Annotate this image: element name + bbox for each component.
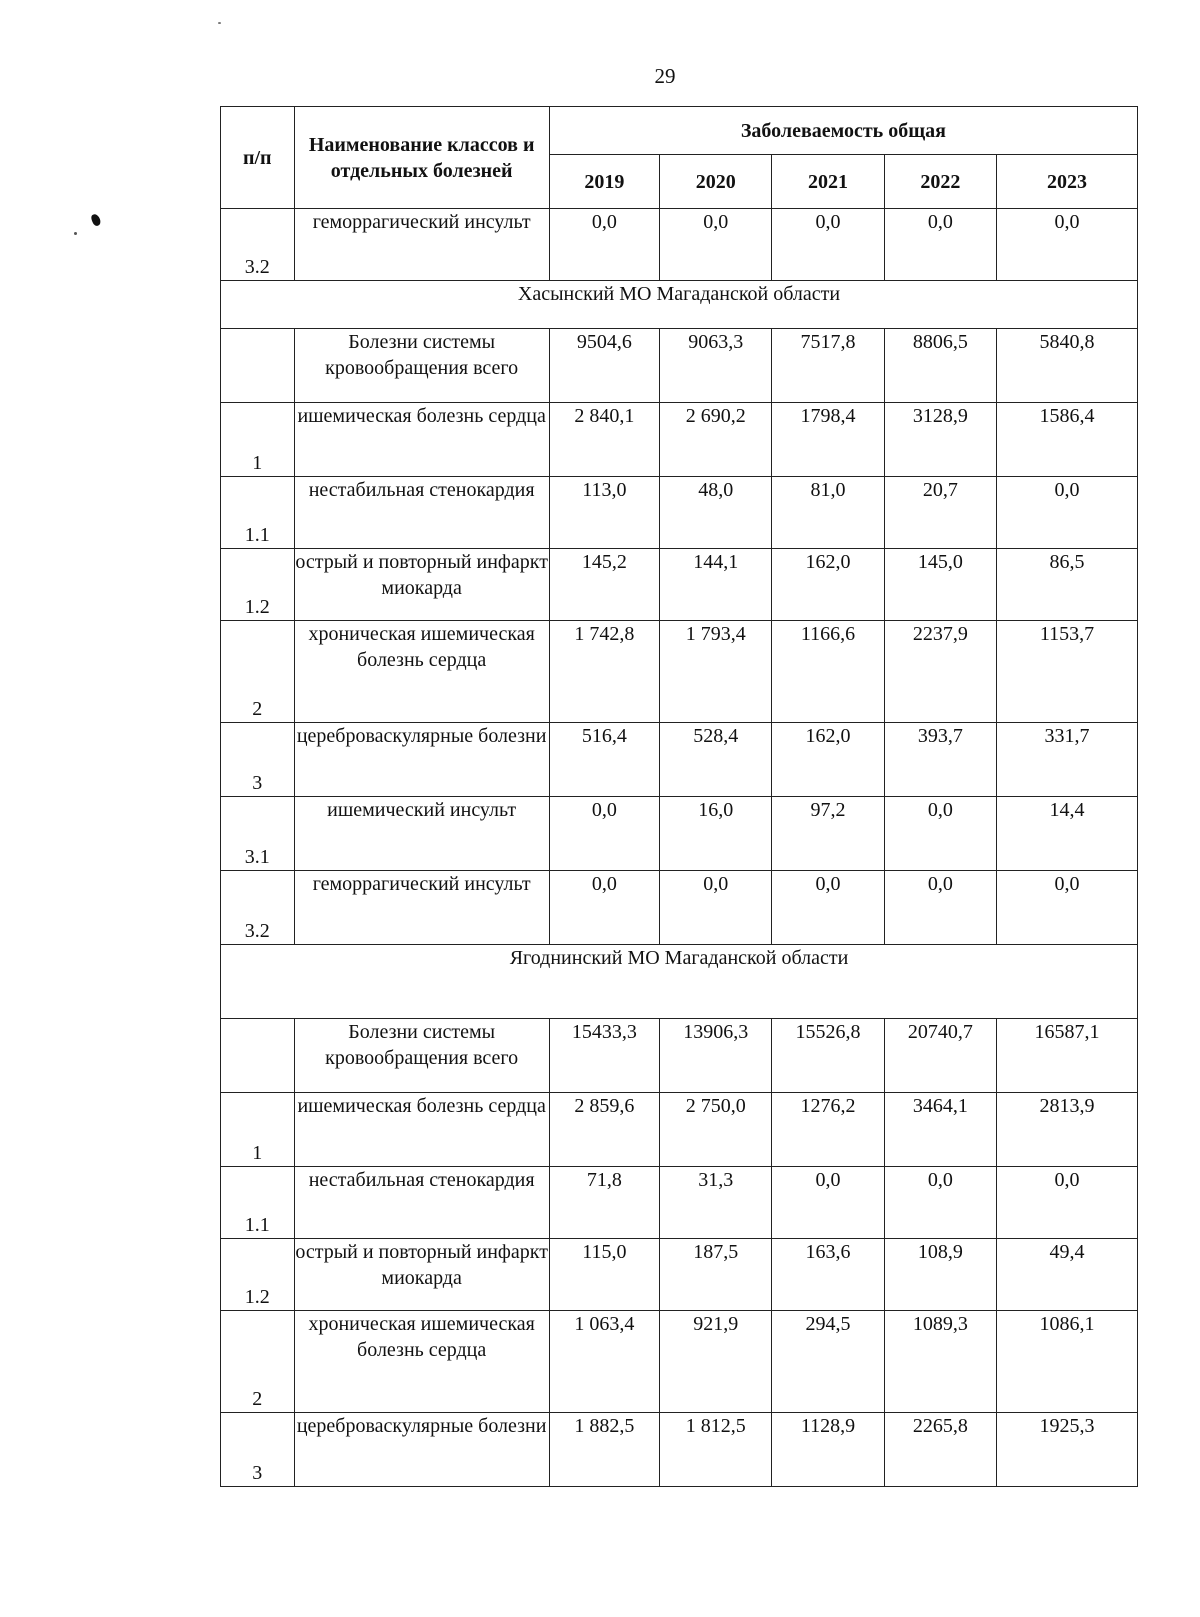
disease-name: Болезни системы кровообращения всего: [294, 329, 549, 403]
value-cell: 516,4: [549, 723, 659, 797]
table-row: [221, 1019, 1138, 1093]
year-header: 2023: [996, 155, 1137, 209]
value-cell: 20740,7: [884, 1019, 996, 1093]
value-cell: 13906,3: [660, 1019, 772, 1093]
year-header: 2020: [660, 155, 772, 209]
value-cell: 1 882,5: [549, 1413, 659, 1487]
row-number: 2: [221, 621, 295, 723]
scan-speck: [74, 232, 77, 235]
value-cell: 2813,9: [996, 1093, 1137, 1167]
value-cell: 162,0: [772, 723, 884, 797]
value-cell: 81,0: [772, 477, 884, 549]
value-cell: 9063,3: [660, 329, 772, 403]
value-cell: 0,0: [884, 797, 996, 871]
disease-name: ишемическая болезнь сердца: [294, 1093, 549, 1167]
table-body: [221, 209, 1138, 1487]
row-number: 1.2: [221, 549, 295, 621]
value-cell: 15526,8: [772, 1019, 884, 1093]
value-cell: 14,4: [996, 797, 1137, 871]
value-cell: 294,5: [772, 1311, 884, 1413]
value-cell: 1925,3: [996, 1413, 1137, 1487]
year-header: 2022: [884, 155, 996, 209]
value-cell: 144,1: [660, 549, 772, 621]
value-cell: 1128,9: [772, 1413, 884, 1487]
row-number: 2: [221, 1311, 295, 1413]
value-cell: 331,7: [996, 723, 1137, 797]
value-cell: 0,0: [660, 871, 772, 945]
value-cell: 16587,1: [996, 1019, 1137, 1093]
row-number: 3: [221, 1413, 295, 1487]
value-cell: 115,0: [549, 1239, 659, 1311]
scan-speck: [90, 213, 102, 227]
column-header-group: Заболеваемость общая: [549, 107, 1137, 155]
disease-name: острый и повторный инфаркт миокарда: [294, 1239, 549, 1311]
value-cell: 2 840,1: [549, 403, 659, 477]
value-cell: 8806,5: [884, 329, 996, 403]
page-number: 29: [654, 64, 676, 88]
value-cell: 393,7: [884, 723, 996, 797]
value-cell: 145,0: [884, 549, 996, 621]
value-cell: 2265,8: [884, 1413, 996, 1487]
disease-name: ишемическая болезнь сердца: [294, 403, 549, 477]
row-number: 1.2: [221, 1239, 295, 1311]
value-cell: 0,0: [549, 797, 659, 871]
disease-name: цереброваскулярные болезни: [294, 723, 549, 797]
table-row: [221, 871, 1138, 945]
row-number: 1.1: [221, 477, 295, 549]
disease-name: острый и повторный инфаркт миокарда: [294, 549, 549, 621]
value-cell: 15433,3: [549, 1019, 659, 1093]
row-number: [221, 1019, 295, 1093]
row-number: 1.1: [221, 1167, 295, 1239]
row-number: 3.2: [221, 209, 295, 281]
row-number: [221, 329, 295, 403]
value-cell: 163,6: [772, 1239, 884, 1311]
value-cell: 49,4: [996, 1239, 1137, 1311]
row-number: 1: [221, 403, 295, 477]
value-cell: 1276,2: [772, 1093, 884, 1167]
column-header-number: п/п: [221, 107, 295, 209]
disease-name: хроническая ишемическая болезнь сердца: [294, 621, 549, 723]
year-header: 2019: [549, 155, 659, 209]
value-cell: 2 690,2: [660, 403, 772, 477]
row-number: 3.2: [221, 871, 295, 945]
table-row: [221, 797, 1138, 871]
row-number: 3.1: [221, 797, 295, 871]
table-row: [221, 477, 1138, 549]
value-cell: 48,0: [660, 477, 772, 549]
value-cell: 0,0: [772, 1167, 884, 1239]
value-cell: 0,0: [549, 209, 659, 281]
value-cell: 1153,7: [996, 621, 1137, 723]
value-cell: 16,0: [660, 797, 772, 871]
value-cell: 187,5: [660, 1239, 772, 1311]
morbidity-table: [220, 106, 1138, 1487]
region-title: Ягоднинский МО Магаданской области: [221, 945, 1138, 1019]
table-row: [221, 621, 1138, 723]
region-row: [221, 945, 1138, 1019]
disease-name: Болезни системы кровообращения всего: [294, 1019, 549, 1093]
value-cell: 0,0: [549, 871, 659, 945]
value-cell: 0,0: [884, 871, 996, 945]
value-cell: 113,0: [549, 477, 659, 549]
value-cell: 1166,6: [772, 621, 884, 723]
table-row: [221, 403, 1138, 477]
value-cell: 0,0: [884, 209, 996, 281]
table-row: [221, 209, 1138, 281]
value-cell: 0,0: [660, 209, 772, 281]
table-row: [221, 1311, 1138, 1413]
value-cell: 0,0: [772, 871, 884, 945]
value-cell: 921,9: [660, 1311, 772, 1413]
table-row: [221, 1239, 1138, 1311]
value-cell: 86,5: [996, 549, 1137, 621]
year-header: 2021: [772, 155, 884, 209]
value-cell: 0,0: [996, 477, 1137, 549]
table-header: [221, 107, 1138, 209]
value-cell: 1089,3: [884, 1311, 996, 1413]
table-row: [221, 1413, 1138, 1487]
disease-name: ишемический инсульт: [294, 797, 549, 871]
value-cell: 97,2: [772, 797, 884, 871]
table-row: [221, 329, 1138, 403]
value-cell: 9504,6: [549, 329, 659, 403]
value-cell: 5840,8: [996, 329, 1137, 403]
value-cell: 1586,4: [996, 403, 1137, 477]
value-cell: 2237,9: [884, 621, 996, 723]
value-cell: 0,0: [996, 871, 1137, 945]
scan-speck: [218, 22, 221, 24]
value-cell: 162,0: [772, 549, 884, 621]
value-cell: 1 063,4: [549, 1311, 659, 1413]
row-number: 3: [221, 723, 295, 797]
value-cell: 1 742,8: [549, 621, 659, 723]
value-cell: 1 793,4: [660, 621, 772, 723]
value-cell: 0,0: [884, 1167, 996, 1239]
table-row: [221, 723, 1138, 797]
region-title: Хасынский МО Магаданской области: [221, 281, 1138, 329]
disease-name: цереброваскулярные болезни: [294, 1413, 549, 1487]
value-cell: 1 812,5: [660, 1413, 772, 1487]
value-cell: 528,4: [660, 723, 772, 797]
value-cell: 108,9: [884, 1239, 996, 1311]
disease-name: геморрагический инсульт: [294, 209, 549, 281]
disease-name: геморрагический инсульт: [294, 871, 549, 945]
value-cell: 0,0: [996, 209, 1137, 281]
value-cell: 1086,1: [996, 1311, 1137, 1413]
value-cell: 71,8: [549, 1167, 659, 1239]
value-cell: 7517,8: [772, 329, 884, 403]
value-cell: 3464,1: [884, 1093, 996, 1167]
value-cell: 2 859,6: [549, 1093, 659, 1167]
value-cell: 145,2: [549, 549, 659, 621]
value-cell: 2 750,0: [660, 1093, 772, 1167]
region-row: [221, 281, 1138, 329]
value-cell: 1798,4: [772, 403, 884, 477]
value-cell: 0,0: [772, 209, 884, 281]
value-cell: 3128,9: [884, 403, 996, 477]
disease-name: нестабильная стенокардия: [294, 1167, 549, 1239]
column-header-name: Наименование классов и отдельных болезней: [294, 107, 549, 209]
value-cell: 31,3: [660, 1167, 772, 1239]
value-cell: 0,0: [996, 1167, 1137, 1239]
table-row: [221, 549, 1138, 621]
value-cell: 20,7: [884, 477, 996, 549]
table-row: [221, 1167, 1138, 1239]
row-number: 1: [221, 1093, 295, 1167]
table-row: [221, 1093, 1138, 1167]
disease-name: хроническая ишемическая болезнь сердца: [294, 1311, 549, 1413]
disease-name: нестабильная стенокардия: [294, 477, 549, 549]
